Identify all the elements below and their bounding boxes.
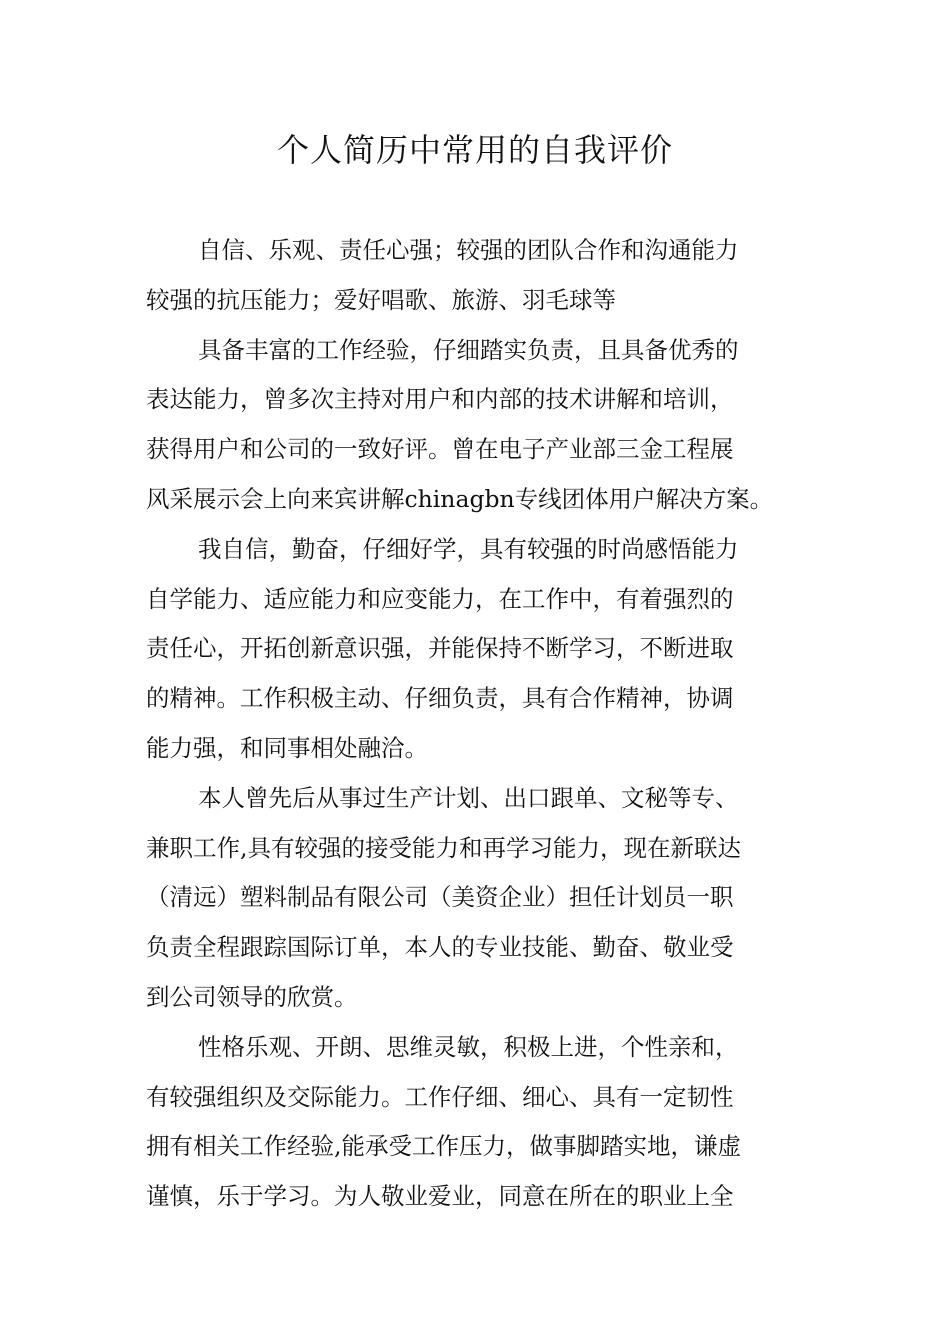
text-line: 能力强，和同事相处融洽。	[146, 733, 428, 762]
text-line: 的精神。工作积极主动、仔细负责，具有合作精神，协调	[146, 684, 734, 713]
text-line: 自信、乐观、责任心强；较强的团队合作和沟通能力	[198, 236, 739, 264]
text-line: 具备丰富的工作经验，仔细踏实负责，且具备优秀的	[198, 335, 739, 364]
text-line: 兼职工作,具有较强的接受能力和再学习能力，现在新联达	[146, 833, 741, 862]
document-body	[146, 226, 810, 1222]
text-line: 有较强组织及交际能力。工作仔细、细心、具有一定韧性	[146, 1082, 734, 1111]
text-line: 表达能力，曾多次主持对用户和内部的技术讲解和培训，	[146, 385, 734, 414]
document-title: 个人简历中常用的自我评价	[276, 131, 673, 169]
text-line: 风采展示会上向来宾讲解chinagbn专线团体用户解决方案。	[146, 484, 774, 513]
text-line: 拥有相关工作经验,能承受工作压力，做事脚踏实地，谦虚	[146, 1132, 741, 1161]
text-line: 我自信，勤奋，仔细好学，具有较强的时尚感悟能力	[198, 534, 739, 563]
text-line: 谨慎，乐于学习。为人敬业爱业，同意在所在的职业上全	[146, 1182, 734, 1211]
text-line: 负责全程跟踪国际订单，本人的专业技能、勤奋、敬业受	[146, 933, 734, 962]
text-line: 本人曾先后从事过生产计划、出口跟单、文秘等专、	[198, 783, 739, 812]
text-line: 到公司领导的欣赏。	[146, 982, 358, 1011]
text-line: 较强的抗压能力；爱好唱歌、旅游、羽毛球等	[146, 285, 616, 314]
text-line: 获得用户和公司的一致好评。曾在电子产业部三金工程展	[146, 435, 734, 464]
text-line: 自学能力、适应能力和应变能力，在工作中，有着强烈的	[146, 584, 734, 613]
text-line: 性格乐观、开朗、思维灵敏，积极上进，个性亲和，	[198, 1032, 739, 1061]
text-line: （清远）塑料制品有限公司（美资企业）担任计划员一职	[146, 883, 734, 912]
text-line: 责任心，开拓创新意识强，并能保持不断学习，不断进取	[146, 634, 734, 663]
